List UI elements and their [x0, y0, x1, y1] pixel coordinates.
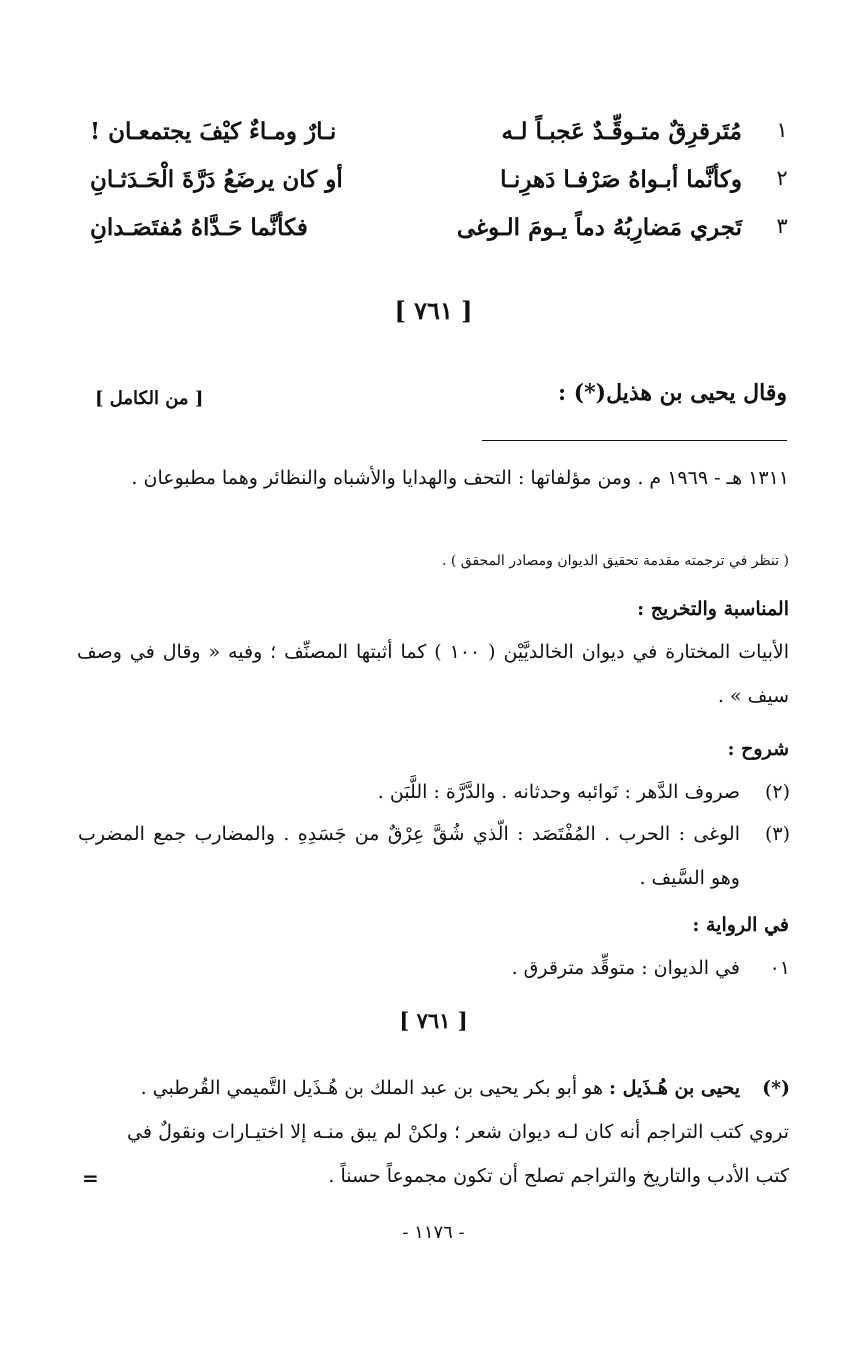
verse-number: ١ — [776, 118, 788, 142]
poet-name: يحيى بن هُـذَيل : — [609, 1077, 740, 1099]
verse-number: ٣ — [776, 214, 788, 238]
verse-second-hemistich: نـارٌ ومـاءٌ كيْفَ يجتمعـان ! — [90, 118, 337, 145]
poem-heading: وقال يحيى بن هذيل(*) : — [557, 380, 787, 406]
continuation-mark: = — [82, 1166, 99, 1190]
munasaba-paragraph: الأبيات المختارة في ديوان الخالديَّيْن ( ١٠٠ ) كما أثبتها المصنِّف ؛ وفيه « وقال في وصف سيف » . — [77, 641, 789, 707]
reference-note: ( تنظر في ترجمته مقدمة تحقيق الديوان ومصادر المحقق ) . — [441, 553, 789, 569]
meter-label: [ من الكامل ] — [95, 388, 204, 409]
note-text: صروف الدَّهر : نَوائبه وحدثانه . والدَّرَّة : اللَّبَن . — [377, 781, 740, 803]
section-number: [ ٧٦١ ] — [394, 296, 473, 325]
section-number-bottom: [ ٧٦١ ] — [399, 1008, 468, 1033]
verse-number: ٢ — [776, 166, 788, 190]
verse-row — [80, 166, 800, 206]
verse-second-hemistich: فكأنَّما حَـدَّاهُ مُفتَصَـدانِ — [90, 214, 308, 241]
note-marker: (٢) — [764, 781, 790, 803]
verse-row — [80, 214, 800, 254]
verse-first-hemistich: مُتَرقرِقٌ متـوقِّـدٌ عَجبـاً لـه — [501, 118, 742, 145]
note-marker: (*) — [762, 1077, 790, 1099]
verse-row — [80, 118, 800, 158]
verse-first-hemistich: وكأنَّما أبـواهُ صَرْفـا دَهرِنـا — [500, 166, 742, 193]
riwaya-heading: في الرواية : — [692, 914, 789, 936]
poet-full-name: هو أبو بكر يحيى بن عبد الملك بن هُـذَيل التَّميمي القُرطبي . — [140, 1077, 603, 1099]
biography-first-line — [78, 1066, 740, 1110]
note-text: الوغى : الحرب . المُفْتَصَد : الّذي شُقَّ عِرْقٌ من جَسَدِهِ . والمضارب جمع المضرب وهو السَّيف . — [78, 823, 740, 889]
shuruh-heading: شروح : — [727, 738, 789, 760]
munasaba-heading: المناسبة والتخريج : — [637, 598, 789, 620]
note-text: في الديوان : متوقِّد مترقرق . — [511, 957, 740, 979]
verse-first-hemistich: تَجري مَضارِبُهُ دماً يـومَ الـوغى — [456, 214, 742, 241]
footnote-rule — [482, 440, 787, 441]
page-number: - ١١٧٦ - — [402, 1222, 465, 1243]
note-marker: (٣) — [764, 823, 790, 845]
note-marker: ٠١ — [769, 957, 790, 979]
verse-second-hemistich: أو كان يرضَعُ دَرَّةَ الْحَـدَثـانِ — [90, 166, 343, 193]
biography-paragraph: تروي كتب التراجم أنه كان لـه ديوان شعر ؛ ولكنْ لم يبق منـه إلا اختيـارات ونقولٌ في كتب الأدب والتاريخ والتراجم تصلح أن تكون مجموعاً حسناً . — [127, 1121, 789, 1187]
bio-continuation-paragraph: ١٣١١ هـ - ١٩٦٩ م . ومن مؤلفاتها : التحف والهدايا والأشباه والنظائر وهما مطبوعان . — [131, 467, 789, 489]
